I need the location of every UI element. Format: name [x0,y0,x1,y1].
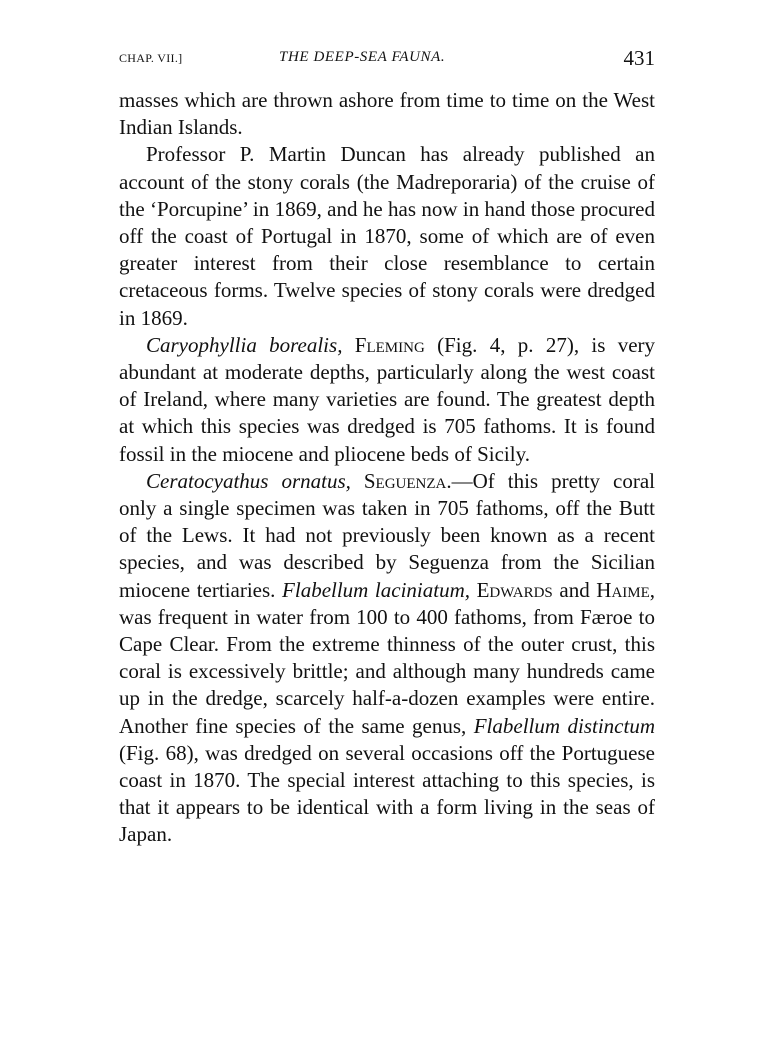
paragraph-4 [119,468,655,849]
running-title: THE DEEP-SEA FAUNA. [279,49,446,65]
conjunction-and: and [559,577,590,602]
author-edwards: Edwards [476,577,553,602]
author-haime: Haime, [596,577,656,602]
running-header [119,44,655,74]
paragraph-2-text: Professor P. Martin Duncan has already published an account of the stony corals (the Madreporaria) of the cruise of the ‘Porcupine’ in 1869, and he has now in hand those procured off the coast of Portugal in 1870, some of which are of even greater interest from their close resemblance to certain cretaceous forms. Twelve species of stony corals were dredged in 1869. [119,142,655,330]
paragraph-2 [119,141,655,331]
page-number: 431 [623,46,655,70]
species-flabellum-distinctum: Flabellum distinctum [473,713,655,738]
chapter-label: CHAP. VII.] [119,51,183,65]
body-text [119,87,655,849]
paragraph-4-text-3: (Fig. 68), was dredged on several occasions off the Portuguese coast in 1870. The special interest attaching to this species, is that it appears to be identical with a form living in the seas of Japan. [119,740,655,847]
species-flabellum-laciniatum: Flabellum laciniatum, [282,577,471,602]
paragraph-4-text-2: was frequent in water from 100 to 400 fathoms, from Færoe to Cape Clear. From the extreme thinness of the outer crust, this coral is excessively brittle; and although many hundreds came up in the dredge, scarcely half-a-dozen examples were entire. Another fine species of the same genus, [119,604,655,738]
author-seguenza: Seguenza. [363,468,452,493]
paragraph-1 [119,87,655,141]
author-fleming: Fleming [354,332,425,357]
paragraph-3-text: (Fig. 4, p. 27), is very abundant at moderate depths, particularly along the west coast of Ireland, where many varieties are found. The greatest depth at which this species was dredged is 705 fathoms. It is found fossil in the miocene and pliocene beds of Sicily. [119,332,656,466]
paragraph-4-text-1: —Of this pretty coral only a single specimen was taken in 705 fathoms, off the Butt of the Lews. It had not previously been known as a recent species, and was described by Seguenza from the Sicilian miocene tertiaries. [119,468,656,602]
paragraph-1-text: masses which are thrown ashore from time to time on the West Indian Islands. [119,88,655,140]
paragraph-3 [119,332,655,468]
species-caryophyllia: Caryophyllia borealis, [146,332,343,357]
species-ceratocyathus: Ceratocyathus ornatus, [146,468,351,493]
